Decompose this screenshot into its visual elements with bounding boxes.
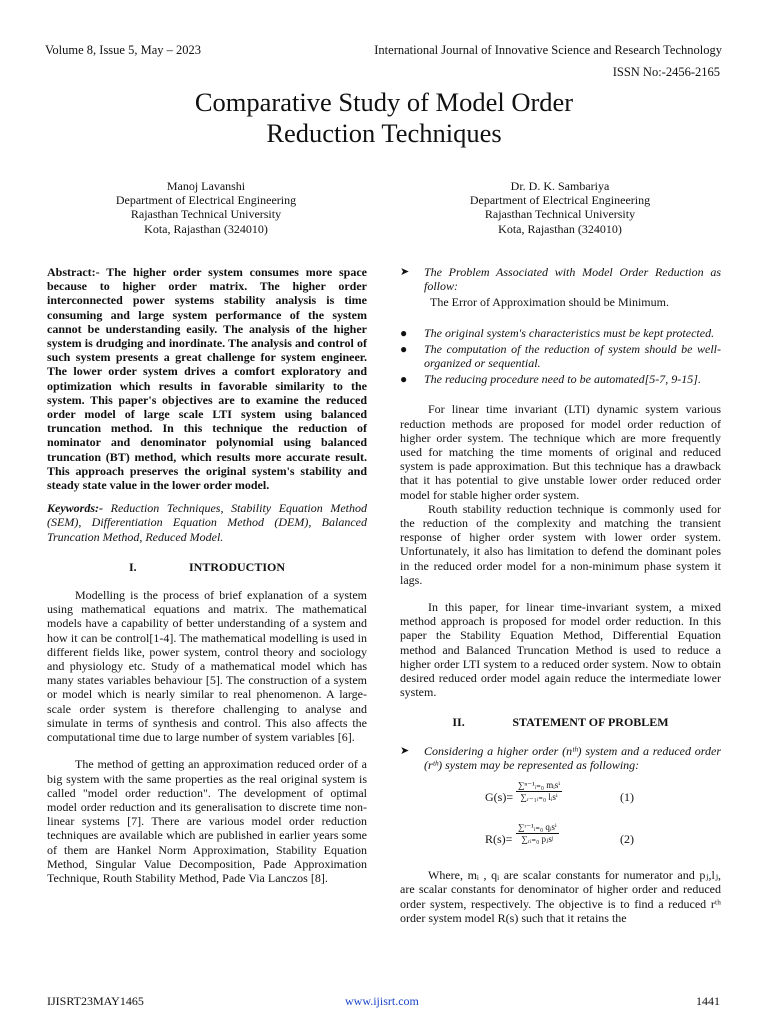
equation-1 — [400, 780, 721, 814]
paper-id: IJISRT23MAY1465 — [47, 994, 144, 1008]
equation-number: (1) — [620, 790, 634, 805]
section-number: I. — [128, 559, 137, 574]
author-block-2 — [430, 179, 690, 236]
section-title: INTRODUCTION — [188, 559, 285, 574]
page-number: 1441 — [696, 994, 720, 1008]
consider-text: Considering a higher order (nᵗʰ) system and a reduced order (rᵗʰ) system may be represented as following: — [424, 743, 721, 772]
equation-number: (2) — [620, 832, 634, 847]
equation-2 — [400, 822, 721, 856]
problem-heading-text: The Problem Associated with Model Order Reduction as follow: — [424, 265, 721, 294]
bullet-icon: ● — [400, 341, 408, 356]
problem-subtext: The Error of Approximation should be Minimum. — [430, 295, 669, 310]
where-paragraph: Where, mᵢ , qᵢ are scalar constants for numerator and pⱼ,lⱼ, are scalar constants for denominator of higher order and reduced order system, respectively. The objective is to find a reduced rᵗʰ order system model R(s) such that it retains the — [400, 868, 721, 925]
volume-issue: Volume 8, Issue 5, May – 2023 — [45, 43, 202, 57]
equation-fraction — [516, 780, 562, 803]
arrow-bullet-icon: ➤ — [400, 744, 410, 757]
keywords — [47, 501, 367, 544]
keywords-label: Keywords:- — [47, 501, 103, 516]
keywords-text: Reduction Techniques, Stability Equation Method (SEM), Differentiation Equation Method (DEM), Balanced Truncation Method, Reduced Model. — [47, 501, 368, 544]
author-name: Manoj Lavanshi — [166, 179, 246, 193]
left-column — [47, 265, 367, 885]
section-heading-statement — [400, 715, 721, 729]
journal-name: International Journal of Innovative Science and Research Technology — [374, 43, 722, 57]
equation-lhs: G(s)= — [485, 790, 514, 805]
journal-website-link[interactable]: www.ijisrt.com — [345, 994, 419, 1008]
author-location: Kota, Rajasthan (324010) — [144, 221, 268, 236]
list-item — [400, 342, 721, 370]
body-paragraph-1: For linear time invariant (LTI) dynamic system various reduction methods are proposed for model order reduction of higher order system. The technique which are more frequently used for matching the time moments of original and reduced system is pade approximation. But this technique has a drawback that it has potential to give unstable lower order reduced order model for stable higher order system. — [400, 402, 721, 502]
author-department: Department of Electrical Engineering — [469, 193, 651, 208]
intro-paragraph-2: The method of getting an approximation reduced order of a big system with the same properties as the real original system is called "model order reduction". The development of optimal model order reduction and its generalisation to discrete time non-linear systems [7]. There are various model order reduction techniques are available which are published in earlier years some of them are Hankel Norm Approximation, Stability Equation Method, Singular Value Decomposition, Pade Approximation Technique, Routh Stability Method, Pade Via Lanczos [8]. — [47, 757, 367, 885]
author-department: Department of Electrical Engineering — [115, 193, 297, 208]
bullet-icon: ● — [400, 372, 408, 387]
equation-denominator: ∑ᵣᵢ₌₀ pⱼsʲ — [521, 834, 554, 845]
title-line-1: Comparative Study of Model Order — [194, 87, 574, 117]
author-university: Rajasthan Technical University — [484, 207, 636, 222]
body-paragraph-3: In this paper, for linear time-invariant system, a mixed method approach is proposed for model order reduction. In this paper the Stability Equation Method, Differential Equation method and Balanced Truncation Method is used to reduce a higher order LTI system to a reduced order system. Now to obtain desired reduced order model again reduce the intermediate lower system. — [400, 600, 721, 700]
consider-statement — [400, 744, 721, 772]
intro-paragraph-1: Modelling is the process of brief explanation of a system using mathematical equations and matrix. The mathematical models have a capability of better understanding of a system and how it can be control[1-4]. The mathematical modelling is used in different fields like, power system, control theory and sociology and physiology etc. Study of a mathematical model which has many states variables behaviour [5]. The construction of a system or model which is nearly similar to real phenomenon. A large-scale order system is therefore challenging to analyse and simulate in terms of synthesis and control. This also affects the computational time due to large number of system variables [6]. — [47, 588, 367, 745]
equation-denominator: ∑ᵣ₋₁ᵢ₌₀ lᵢsⁱ — [520, 792, 558, 803]
author-name: Dr. D. K. Sambariya — [510, 179, 610, 193]
abstract-label: Abstract:- — [47, 265, 100, 279]
list-item-text: The original system's characteristics must be kept protected. — [424, 325, 715, 340]
section-heading-introduction — [47, 560, 367, 574]
problem-heading — [400, 265, 721, 293]
equation-numerator: ∑ʳ⁻¹ᵢ₌₀ qᵢsⁱ — [518, 822, 557, 833]
paper-title — [0, 87, 768, 149]
equation-lhs: R(s)= — [485, 832, 513, 847]
body-paragraph-2: Routh stability reduction technique is commonly used for the reduction of the complexity and matching the transient response of higher order system with lower order system. Unfortunately, it also has limitation to defend the dominant poles in the reduced order model for a non-minimum phase system it lags. — [400, 501, 721, 587]
issn: ISSN No:-2456-2165 — [612, 65, 720, 79]
author-location: Kota, Rajasthan (324010) — [498, 221, 622, 236]
requirements-list — [400, 326, 721, 387]
bullet-icon: ● — [400, 325, 408, 340]
section-title: STATEMENT OF PROBLEM — [512, 715, 669, 730]
abstract-text: The higher order system consumes more space because to higher order matrix. The higher order interconnected power systems stability analysis is time consuming and large system performance of the system cannot be understanding easily. The analysis of the higher system is drudging and inordinate. The analysis and control of such system presents a great challenge for system engineer. The lower order system drives a comfort exploratory and optimization which results in favorable similarity to the system. This paper's objectives are to examine the reduced order model of large scale LTI system using balanced truncation method. In this technique the reduction of nominator and denominator polynomial using balanced truncation (BT) method, which results more accurate result. This approach preserves the original system's stability and steady state value in the lower order model. — [47, 265, 367, 493]
equation-numerator: ∑ⁿ⁻¹ᵢ₌₀ mᵢsⁱ — [518, 780, 561, 791]
arrow-bullet-icon: ➤ — [400, 266, 410, 278]
author-university: Rajasthan Technical University — [130, 207, 282, 222]
list-item-text: The computation of the reduction of system should be well-organized or sequential. — [424, 341, 721, 371]
list-item — [400, 326, 721, 340]
right-column — [400, 265, 721, 925]
abstract — [47, 265, 367, 492]
equation-fraction — [516, 822, 559, 845]
list-item — [400, 372, 721, 386]
author-block-1 — [76, 179, 336, 236]
list-item-text: The reducing procedure need to be automated[5-7, 9-15]. — [424, 372, 701, 387]
title-line-2: Reduction Techniques — [266, 118, 502, 148]
section-number: II. — [452, 715, 465, 730]
